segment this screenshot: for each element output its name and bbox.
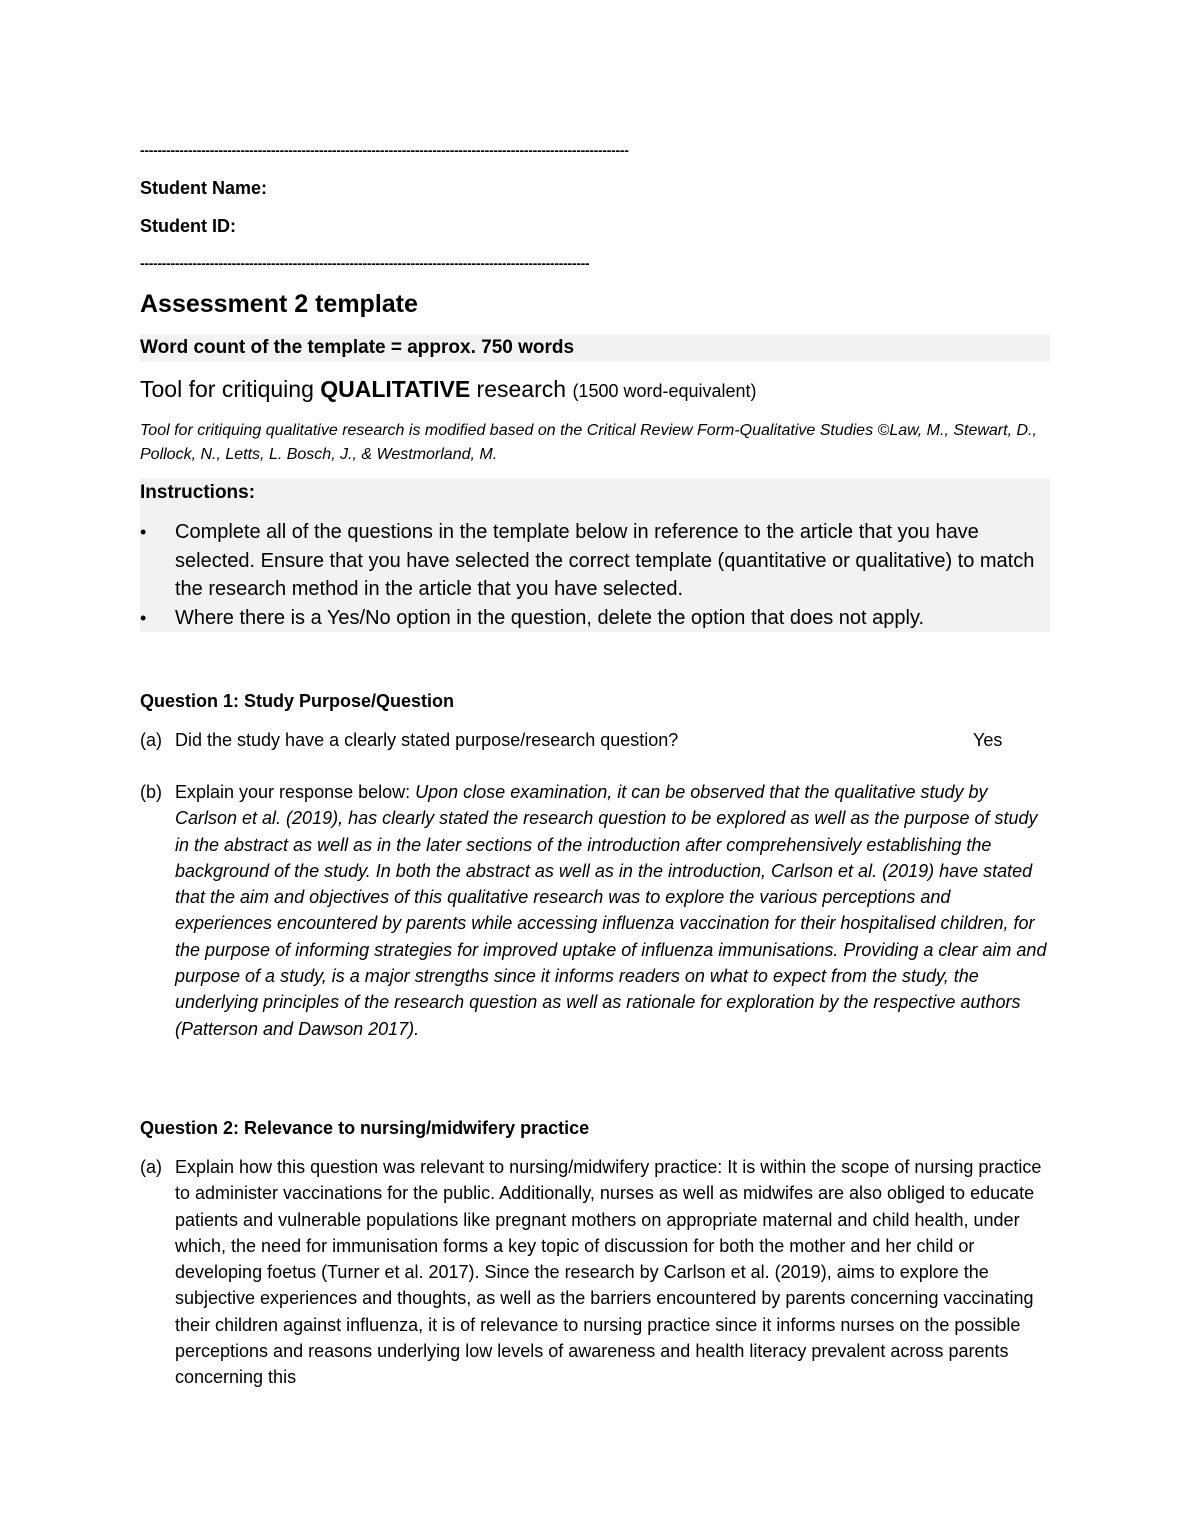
- question1-b-answer: Upon close examination, it can be observed that the qualitative study by Carlson et al. (2019), has clearly stated the research question to be explored as well as the purpose of study in the abstract as well as in the later sections of the introduction after comprehensively establishing the background of the study. In both the abstract as well as in the introduction, Carlson et al. (2019) have stated that the aim and objectives of this qualitative research was to explore the various perceptions and experiences encountered by parents while accessing influenza vaccination for their hospitalised children, for the purpose of informing strategies for improved uptake of influenza immunisations. Providing a clear aim and purpose of a study, is a major strengths since it informs readers on what to expect from the study, the underlying principles of the research question as well as rationale for exploration by the respective authors (Patterson and Dawson 2017).: [175, 782, 1047, 1039]
- question1-heading: Question 1: Study Purpose/Question: [140, 691, 455, 711]
- question2-heading: Question 2: Relevance to nursing/midwifery practice: [140, 1118, 590, 1138]
- student-name-label: Student Name:: [140, 178, 268, 198]
- tool-heading-emphasis: QUALITATIVE: [320, 376, 471, 402]
- tool-heading: [140, 376, 757, 403]
- list-item: [140, 604, 1040, 633]
- question2-a-marker: (a): [140, 1157, 162, 1177]
- list-item-text: Complete all of the questions in the template below in reference to the article that you have selected. Ensure that you have selected the correct template (quantitative or qualitative) to match the research method in the article that you have selected.: [175, 521, 1035, 600]
- instructions-title: Instructions:: [140, 482, 256, 503]
- question1-a-text: Did the study have a clearly stated purpose/research question?: [175, 730, 679, 750]
- question2-part-a: [140, 1154, 1050, 1391]
- question1-b-text: [175, 779, 1050, 1042]
- question2-a-text: Explain how this question was relevant to nursing/midwifery practice: It is within the scope of nursing practice to administer vaccinations for the public. Additionally, nurses as well as midwifes are also obliged to educate patients and vulnerable populations like pregnant mothers on appropriate maternal and child health, under which, the need for immunisation forms a key topic of discussion for both the mother and her child or developing foetus (Turner et al. 2017). Since the research by Carlson et al. (2019), aims to explore the subjective experiences and thoughts, as well as the barriers encountered by parents concerning vaccinating their children against influenza, it is of relevance to nursing practice since it informs nurses on the possible perceptions and reasons underlying low levels of awareness and health literacy prevalent across parents concerning this: [175, 1157, 1042, 1388]
- tool-heading-suffix: research: [470, 376, 573, 402]
- question1-part-b: [140, 779, 1050, 1042]
- attribution-note: Tool for critiquing qualitative research is modified based on the Critical Review Form-Qualitative Studies ©Law, M., Stewart, D., Pollock, N., Letts, L. Bosch, J., & Westmorland, M.: [140, 422, 1037, 463]
- list-item: [140, 518, 1040, 604]
- top-separator: ----------------------------------------------------------------------------------------------------------------: [140, 142, 629, 158]
- tool-heading-prefix: Tool for critiquing: [140, 376, 321, 402]
- bottom-separator: -------------------------------------------------------------------------------------------------------: [140, 255, 590, 271]
- question1-b-marker: (b): [140, 782, 162, 802]
- student-id-label: Student ID:: [140, 216, 236, 236]
- word-count-banner: Word count of the template = approx. 750 words: [140, 334, 1050, 362]
- question1-b-prompt: Explain your response below:: [175, 782, 416, 802]
- question1-a-answer: Yes: [973, 730, 1003, 750]
- page-title: Assessment 2 template: [140, 290, 418, 318]
- list-item-text: Where there is a Yes/No option in the question, delete the option that does not apply.: [175, 606, 925, 629]
- instructions-list: [140, 518, 1040, 632]
- bullet-icon: •: [140, 607, 147, 628]
- tool-heading-note: (1500 word-equivalent): [572, 381, 757, 401]
- bullet-icon: •: [140, 522, 147, 542]
- question1-part-a: [140, 727, 1050, 753]
- question1-a-marker: (a): [140, 730, 162, 750]
